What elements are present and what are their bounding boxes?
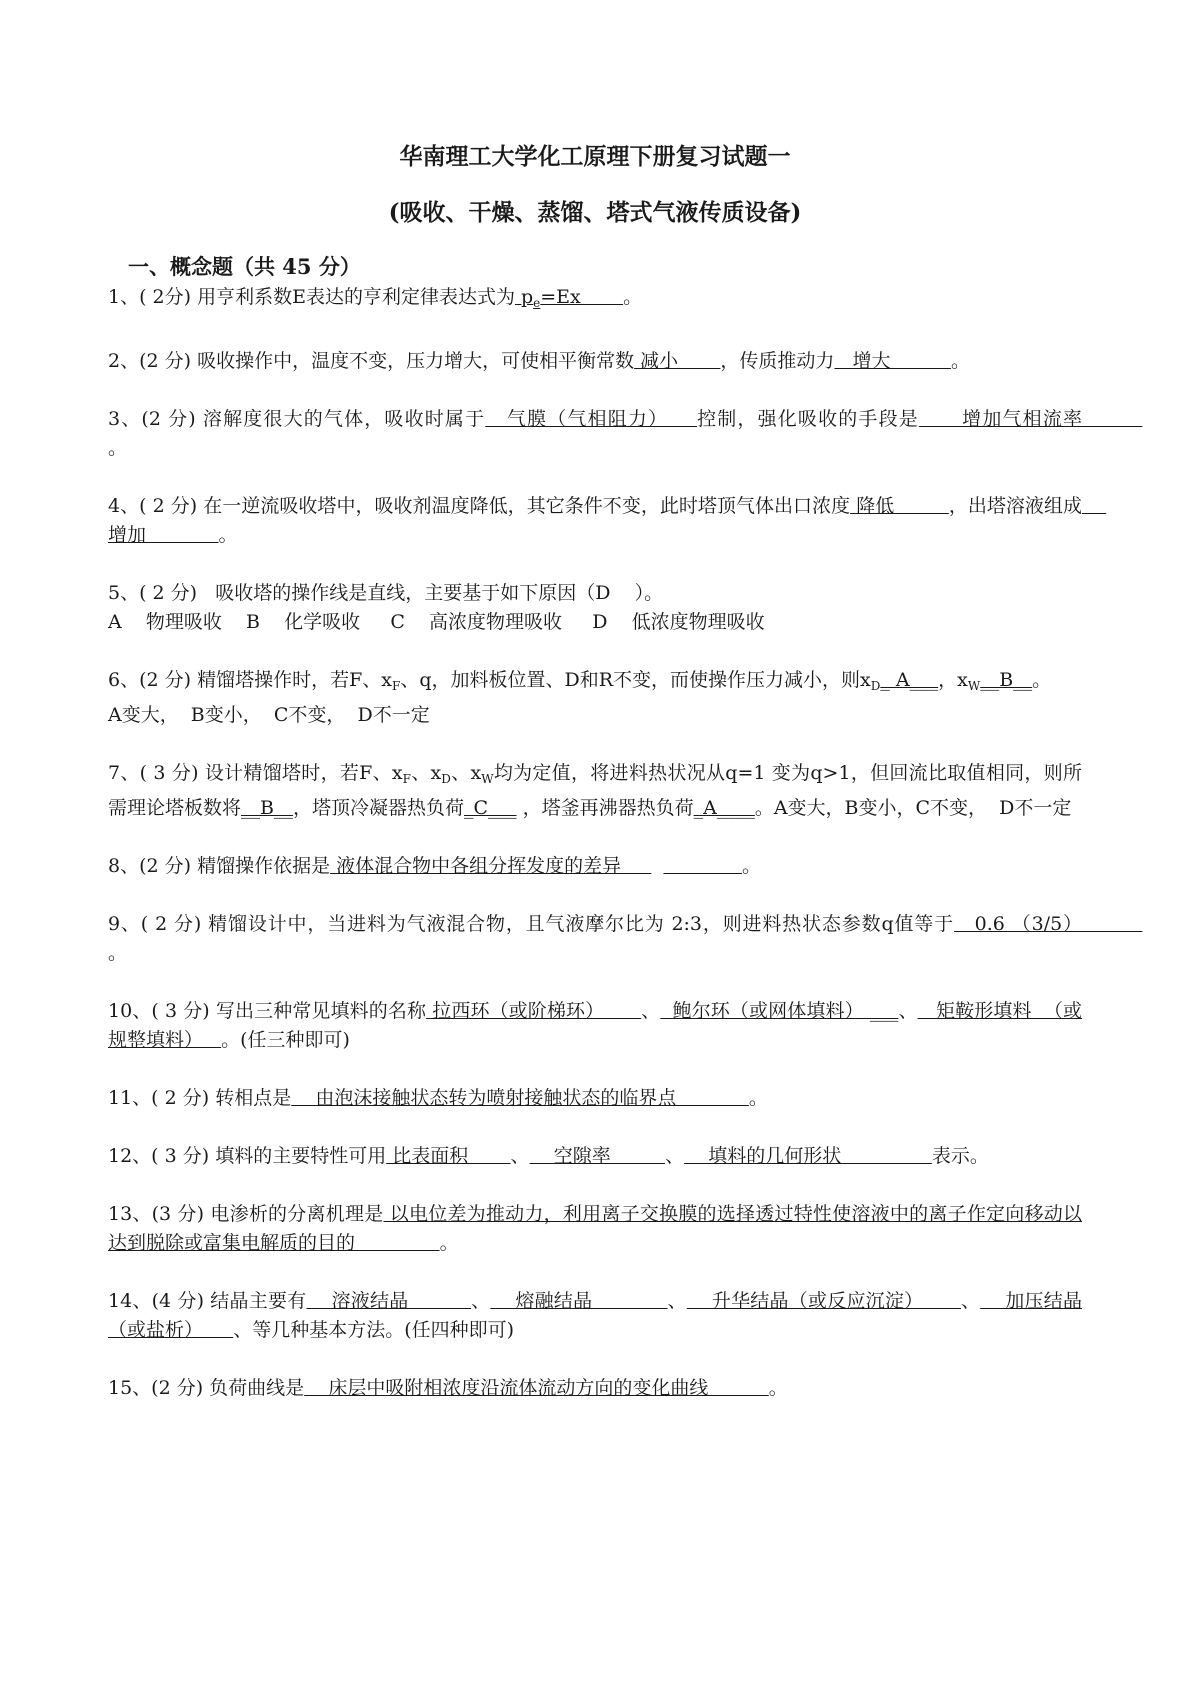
- question-text: 15、(2 分) 负荷曲线是: [108, 1377, 305, 1399]
- answer-blank: 空隙率: [529, 1145, 666, 1167]
- question-text: ，塔顶冷凝器热负荷: [292, 797, 464, 819]
- question-line: [108, 608, 1082, 637]
- question-text: ，传质推动力: [720, 350, 835, 372]
- question-text: 、q，加料板位置、D和R不变，而使操作压力减小，则x: [400, 669, 871, 691]
- question-text: 表示。: [931, 1145, 989, 1167]
- answer-blank: 矩鞍形填料 （或规整填料）: [108, 1000, 1082, 1051]
- question-text: 、: [898, 1000, 918, 1022]
- question-8: [108, 852, 1082, 881]
- question-text: 14、(4 分) 结晶主要有: [108, 1290, 307, 1312]
- question-list: [108, 283, 1143, 1432]
- question-text: ，塔釜再沸器热负荷: [516, 797, 694, 819]
- question-text: 、x: [410, 762, 442, 784]
- question-text: 、: [667, 1290, 687, 1312]
- question-text: ，x: [938, 669, 968, 691]
- answer-blank: __B__: [980, 669, 1033, 691]
- question-10: [108, 997, 1082, 1055]
- question-text: 、: [665, 1145, 685, 1167]
- section-heading: 一、概念题（共 45 分）: [128, 254, 361, 279]
- answer-blank: 鲍尔环（或网体填料） ___: [660, 1000, 899, 1022]
- answer-blank: 拉西环（或阶梯环）: [426, 1000, 642, 1022]
- subscript: D: [870, 679, 881, 693]
- question-text: 1、( 2分) 用亨利系数E表达的亨利定律表达式为: [108, 286, 515, 308]
- question-12: [108, 1142, 1082, 1171]
- question-text: 4、( 2 分) 在一逆流吸收塔中，吸收剂温度降低，其它条件不变，此时塔顶气体出口浓度: [108, 495, 851, 517]
- document-subtitle: (吸收、干燥、蒸馏、塔式气液传质设备): [388, 199, 802, 226]
- answer-blank: __B__: [241, 797, 293, 819]
- question-text: 、: [641, 1000, 661, 1022]
- question-text: 。: [218, 524, 238, 546]
- question-7: [108, 759, 1082, 823]
- question-text: 。: [1032, 669, 1052, 691]
- answer-blank: 减小: [634, 350, 721, 372]
- answer-blank: p: [514, 286, 534, 308]
- question-text: 。: [748, 1087, 768, 1109]
- subscript: W: [481, 772, 494, 786]
- question-text: 12、( 3 分) 填料的主要特性可用: [108, 1145, 387, 1167]
- question-line: [108, 579, 1082, 608]
- question-text: 7、( 3 分) 设计精馏塔时，若F、x: [108, 762, 403, 784]
- answer-subscript: e: [533, 296, 541, 310]
- question-text: ，出塔溶液组成: [948, 495, 1082, 517]
- question-text: 10、( 3 分) 写出三种常见填料的名称: [108, 1000, 427, 1022]
- question-15: [108, 1374, 1082, 1403]
- subscript: D: [441, 772, 451, 786]
- answer-blank: 液体混合物中各组分挥发度的差异: [330, 855, 652, 877]
- question-14: [108, 1287, 1082, 1345]
- answer-blank: 0.6 （3/5）: [954, 913, 1143, 935]
- question-text: 。: [108, 942, 128, 964]
- question-text: 、: [510, 1145, 530, 1167]
- answer-blank: 溶液结晶: [306, 1290, 472, 1312]
- subscript: F: [391, 679, 401, 693]
- question-text: 。: [623, 286, 643, 308]
- question-text: 8、(2 分) 精馏操作依据是: [108, 855, 331, 877]
- question-text: A 物理吸收 B 化学吸收 C 高浓度物理吸收 D 低浓度物理吸收: [108, 611, 765, 633]
- question-text: 13、(3 分) 电渗析的分离机理是: [108, 1203, 384, 1225]
- question-text: 。: [439, 1232, 459, 1254]
- question-text: 。(任三种即可): [221, 1029, 350, 1051]
- subscript: W: [967, 679, 981, 693]
- answer-blank: 床层中吸附相浓度沿流体流动方向的变化曲线: [304, 1377, 769, 1399]
- question-11: [108, 1084, 1082, 1113]
- question-text: 3、(2 分) 溶解度很大的气体，吸收时属于: [108, 408, 486, 430]
- answer-blank: 比表面积: [386, 1145, 511, 1167]
- answer-blank: 降低: [850, 495, 949, 517]
- answer-blank: 升华结晶（或反应沉淀）: [686, 1290, 961, 1312]
- question-text: 。: [950, 350, 970, 372]
- answer-blank: 熔融结晶: [490, 1290, 668, 1312]
- question-line: [108, 666, 1082, 701]
- question-text: 、: [960, 1290, 981, 1312]
- question-5: [108, 579, 1082, 637]
- question-text: 11、( 2 分) 转相点是: [108, 1087, 292, 1109]
- answer-blank: 增加气相流率: [918, 408, 1143, 430]
- question-text: 控制，强化吸收的手段是: [697, 408, 919, 430]
- question-text: 5、( 2 分) 吸收塔的操作线是直线，主要基于如下原因（D ）。: [108, 582, 664, 604]
- subscript: F: [402, 772, 411, 786]
- question-text: 均为定值，将进料热状况从q=1 变为q>1，但回流比取值相同，则所需理论塔板数将: [108, 762, 1082, 819]
- answer-blank: 由泡沫接触状态转为喷射接触状态的临界点: [291, 1087, 749, 1109]
- answer-blank: 增大: [834, 350, 951, 372]
- question-text: 。: [108, 437, 128, 459]
- question-9: [108, 910, 1143, 968]
- answer-blank: _C___: [464, 797, 517, 819]
- question-text: 、等几种基本方法。(任四种即可): [233, 1319, 515, 1341]
- question-line: [108, 701, 1082, 730]
- answer-blank: _A____: [693, 797, 755, 819]
- question-text: 、x: [450, 762, 482, 784]
- question-1: [108, 283, 1082, 318]
- question-text: 6、(2 分) 精馏塔操作时，若F、x: [108, 669, 392, 691]
- answer-blank: 填料的几何形状: [684, 1145, 932, 1167]
- question-text: 2、(2 分) 吸收操作中，温度不变，压力增大，可使相平衡常数: [108, 350, 635, 372]
- question-4: [108, 492, 1107, 550]
- question-text: 。: [768, 1377, 788, 1399]
- question-text: 9、( 2 分) 精馏设计中，当进料为气液混合物，且气液摩尔比为 2:3，则进料热状态参数q值等于: [108, 913, 954, 935]
- answer-blank: 气膜（气相阻力）: [485, 408, 698, 430]
- question-13: [108, 1200, 1082, 1258]
- question-text: A变大， B变小， C不变， D不一定: [108, 704, 430, 726]
- question-text: [651, 855, 663, 877]
- question-2: [108, 347, 1082, 376]
- question-text: 。A变大，B变小，C不变， D不一定: [754, 797, 1072, 819]
- question-3: [108, 405, 1143, 463]
- answer-blank: 以电位差为推动力，利用离子交换膜的选择透过特性使溶液中的离子作定向移动以达到脱除或富集电解质的目的: [108, 1203, 1082, 1254]
- document-title: 华南理工大学化工原理下册复习试题一: [399, 143, 791, 170]
- answer-blank: 增加: [108, 495, 1107, 546]
- question-text: 。: [741, 855, 761, 877]
- answer-blank: [663, 855, 742, 877]
- question-6: [108, 666, 1082, 730]
- question-text: 、: [471, 1290, 491, 1312]
- answer-blank: _ A___: [880, 669, 939, 691]
- answer-blank: =Ex: [540, 286, 624, 308]
- answer-blank: 加压结晶（或盐析）: [108, 1290, 1082, 1341]
